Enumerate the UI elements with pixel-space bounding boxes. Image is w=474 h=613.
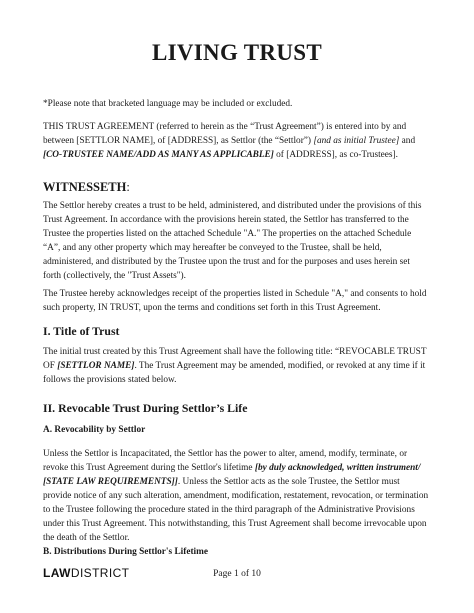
witnesseth-p1-line: Trustee the properties listed on the attached Schedule "A." The properties on the attached Schedule xyxy=(43,229,412,239)
witnesseth-p1-line: “A”, and any other property which may hereafter be conveyed to the Trustee, shall be held, xyxy=(43,243,382,253)
section-1-line-1: The initial trust created by this Trust Agreement shall have the following title: “REVOCABLE TRUST xyxy=(43,347,427,357)
logo-law-text: LAW xyxy=(43,566,71,580)
logo-district-text: DISTRICT xyxy=(70,566,130,580)
page-number: Page 1 of 10 xyxy=(213,569,261,579)
witnesseth-p2-line: The Trustee hereby acknowledges receipt of the properties listed in Schedule "A," and consents to hold xyxy=(43,289,427,299)
agreement-line-3 xyxy=(43,148,435,162)
witnesseth-colon: : xyxy=(126,180,130,194)
section-1-line-2 xyxy=(43,359,435,373)
settlor-name-bracket: [SETTLOR NAME] xyxy=(57,361,135,371)
agreement-line-2-end: and xyxy=(399,136,416,146)
witnesseth-text: WITNESSETH xyxy=(43,180,127,194)
agreement-line-2 xyxy=(43,134,435,148)
state-law-bracket: [STATE LAW REQUIREMENTS]] xyxy=(43,477,178,487)
bracket-note: *Please note that bracketed language may be included or excluded. xyxy=(43,99,293,109)
witnesseth-paragraph-2 xyxy=(43,287,435,315)
section-1-line-3: follows the provisions stated below. xyxy=(43,375,177,385)
agreement-line-1: THIS TRUST AGREEMENT (referred to herein as the “Trust Agreement”) is entered into by and xyxy=(43,122,407,132)
subsection-b-heading: B. Distributions During Settlor's Lifetime xyxy=(43,547,209,557)
subsection-a-line: under this Trust Agreement. This notwithstanding, this Trust Agreement shall become irrevocable upon xyxy=(43,519,427,529)
subsection-a-line: provide notice of any such alteration, amendment, modification, restatement, revocation, or termination xyxy=(43,491,429,501)
section-2-heading: II. Revocable Trust During Settlor’s Life xyxy=(43,401,248,415)
witnesseth-p1-line: administered, and distributed by the Trustee upon the trust and for the purposes and uses herein set xyxy=(43,257,410,267)
agreement-line-3-end: of [ADDRESS], as co-Trustees]. xyxy=(273,150,398,160)
subsection-a-line xyxy=(43,461,435,475)
witnesseth-paragraph-1 xyxy=(43,199,435,283)
co-trustee-bracket: [CO-TRUSTEE NAME/ADD AS MANY AS APPLICABLE] xyxy=(43,150,274,160)
document-title: LIVING TRUST xyxy=(152,40,322,65)
subsection-a-paragraph xyxy=(43,447,435,545)
witnesseth-p1-line: forth (collectively, the "Trust Assets"). xyxy=(43,271,186,281)
written-instrument-bracket: [by duly acknowledged, written instrument/ xyxy=(254,463,421,473)
section-1-line-2-start: OF xyxy=(43,361,58,371)
agreement-paragraph xyxy=(43,120,435,162)
subsection-a-line-3-end: . Unless the Settlor acts as the sole Trustee, the Settlor must xyxy=(177,477,400,487)
subsection-a-line xyxy=(43,475,435,489)
witnesseth-heading xyxy=(43,180,130,195)
subsection-a-line-2-start: revoke this Trust Agreement during the Settlor's lifetime xyxy=(43,463,255,473)
subsection-a-line: to the Trustee following the procedure stated in the third paragraph of the Administrative Provisions xyxy=(43,505,415,515)
witnesseth-p1-line: The Settlor hereby creates a trust to be held, administered, and distributed under the provisions of this xyxy=(43,201,422,211)
subsection-a-heading: A. Revocability by Settlor xyxy=(43,425,146,435)
section-1-paragraph xyxy=(43,345,435,387)
section-1-heading: I. Title of Trust xyxy=(43,324,120,338)
agreement-line-2-text: between [SETTLOR NAME], of [ADDRESS], as Settlor (the “Settlor”) xyxy=(43,136,314,146)
witnesseth-p2-line: such property, IN TRUST, upon the terms and conditions set forth in this Trust Agreement. xyxy=(43,303,381,313)
witnesseth-p1-line: Trust Agreement. In accordance with the provisions herein stated, the Settlor has transferred to the xyxy=(43,215,409,225)
initial-trustee-bracket: [and as initial Trustee] xyxy=(313,136,400,146)
section-1-line-2-end: . The Trust Agreement may be amended, modified, or revoked at any time if it xyxy=(134,361,426,371)
subsection-a-line: the death of the Settlor. xyxy=(43,533,130,543)
subsection-a-line: Unless the Settlor is Incapacitated, the Settlor has the power to alter, amend, modify, terminate, or xyxy=(43,449,408,459)
